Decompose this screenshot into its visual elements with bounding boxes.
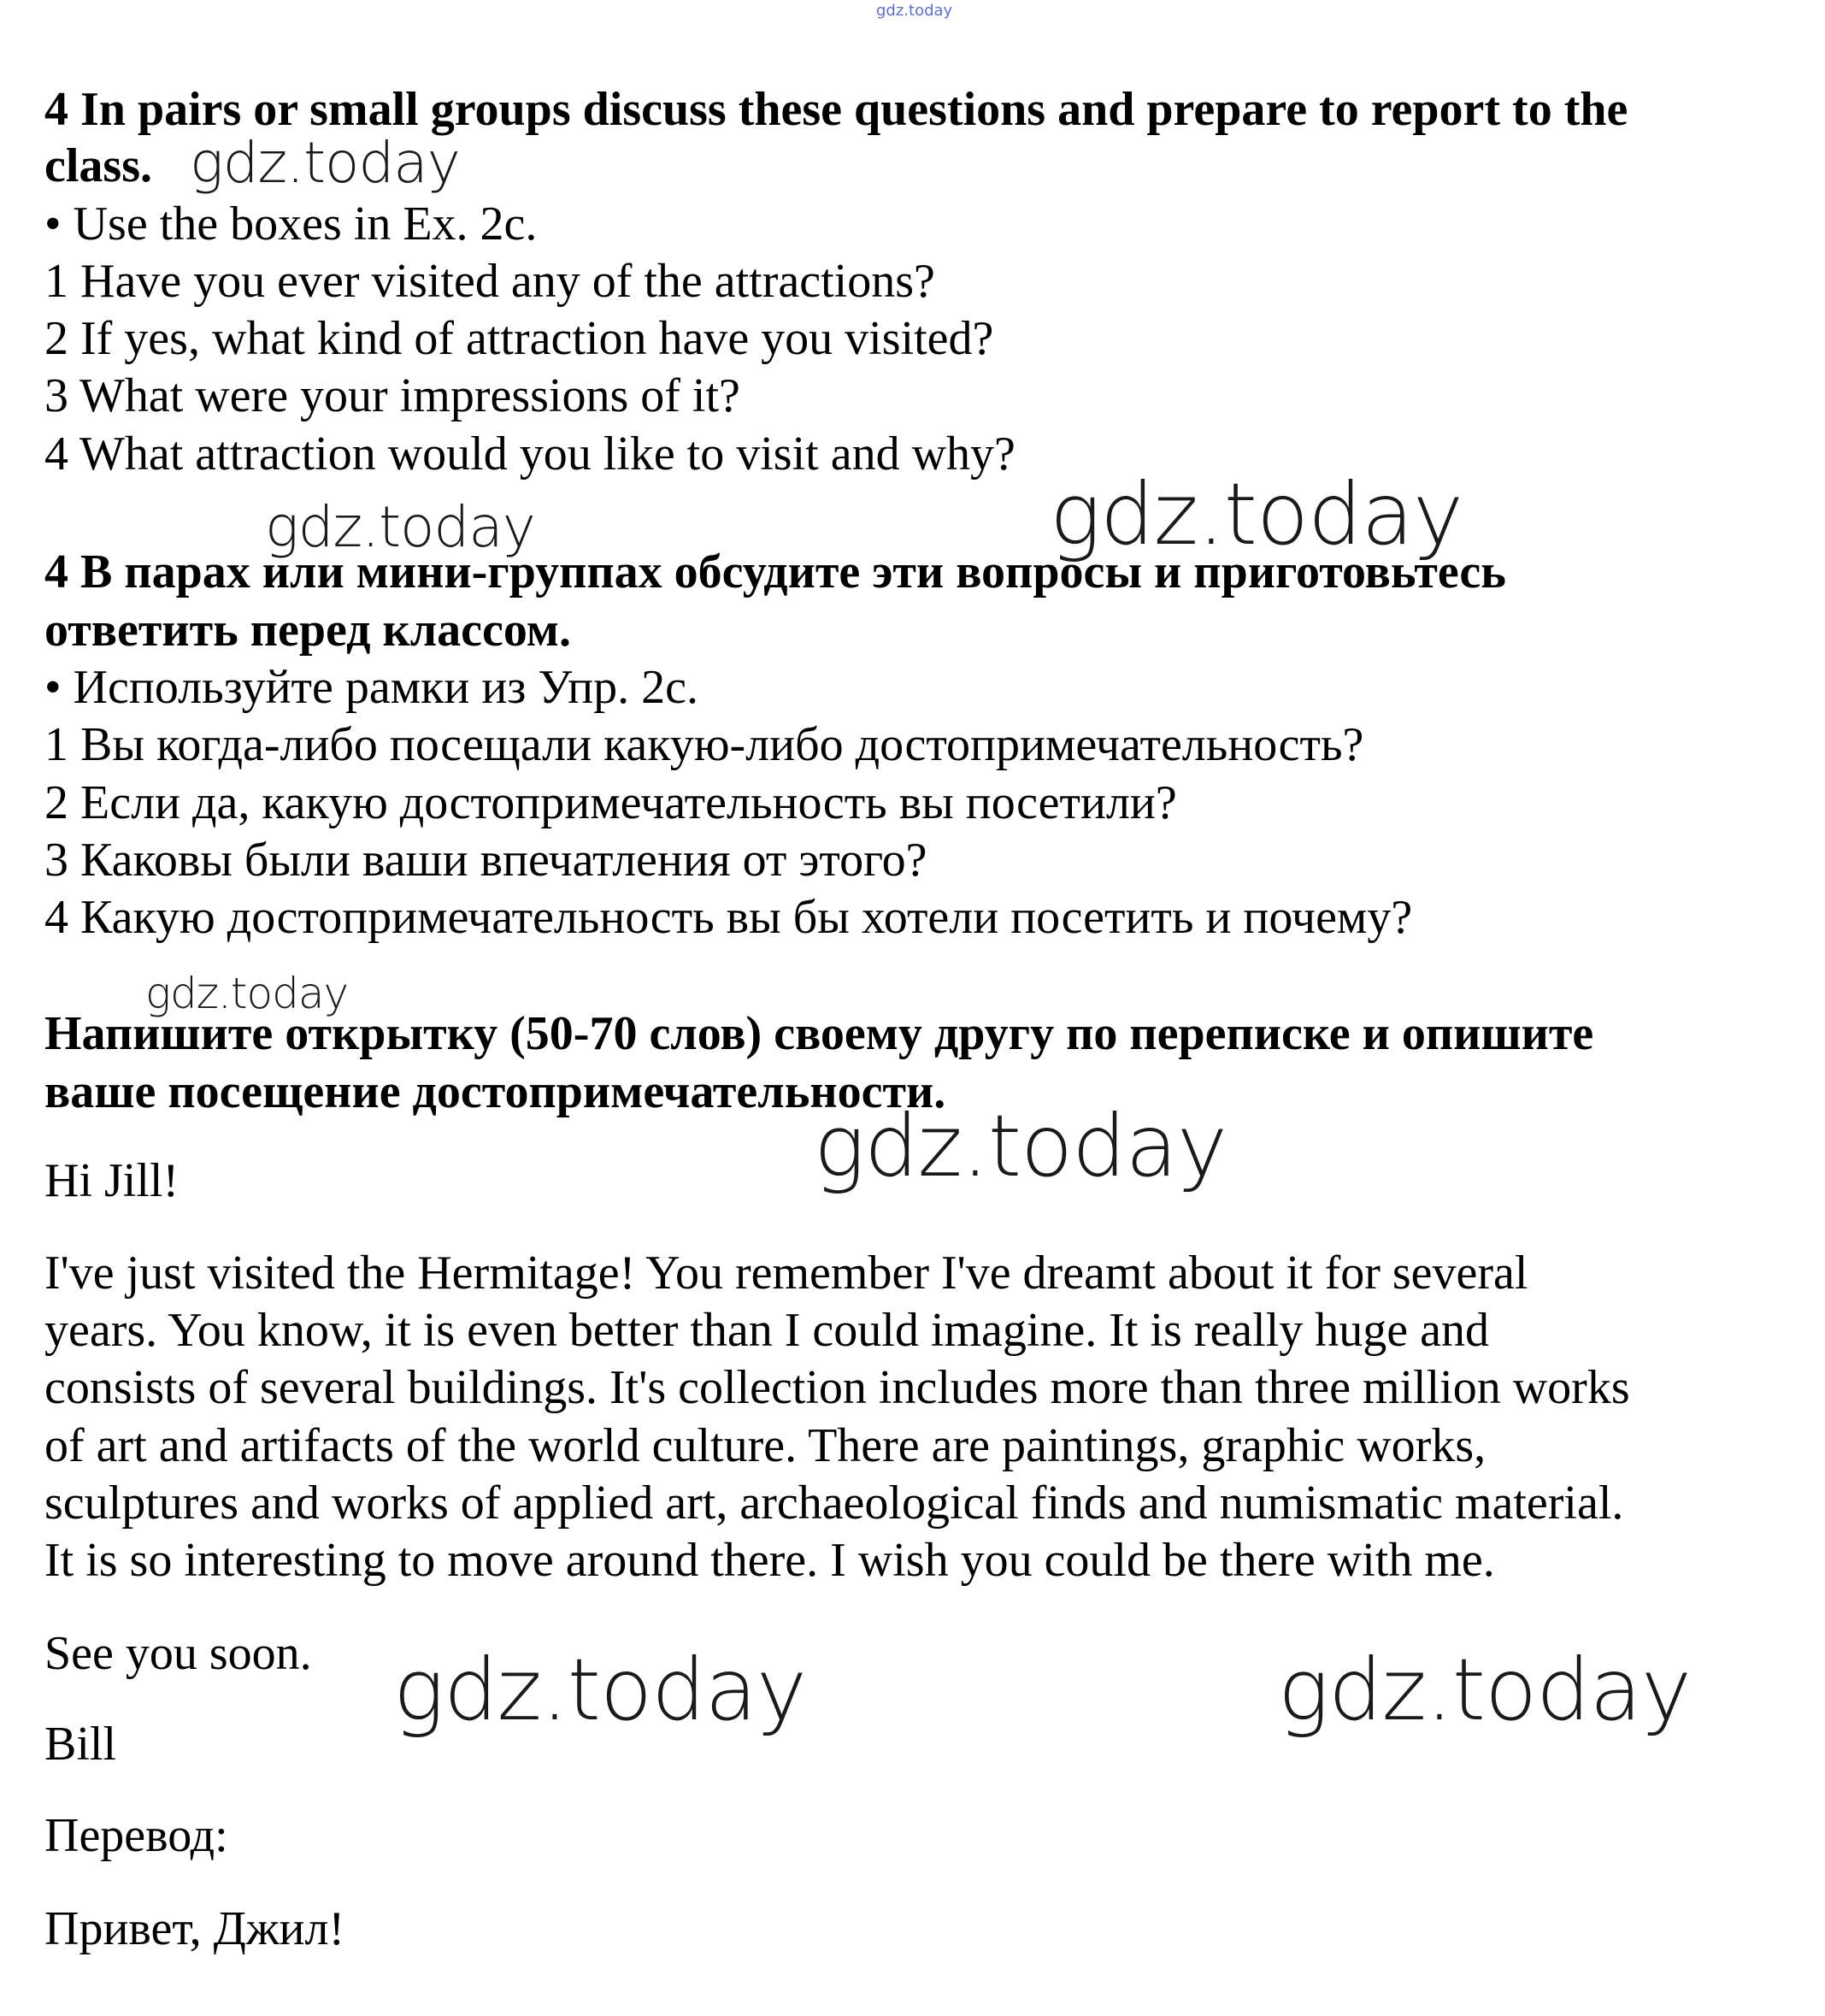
letter-body-line-3: consists of several buildings. It's collection includes more than three million works [44, 1361, 1630, 1414]
letter-body-line-5: sculptures and works of applied art, archaeological finds and numismatic material. [44, 1477, 1624, 1530]
letter-body-line-1: I've just visited the Hermitage! You remember I've dreamt about it for several [44, 1247, 1528, 1300]
letter-body-line-4: of art and artifacts of the world culture. There are paintings, graphic works, [44, 1419, 1486, 1472]
exercise-en-question-2: 2 If yes, what kind of attraction have you visited? [44, 312, 994, 365]
exercise-en-heading-line2: class. [44, 139, 152, 192]
exercise-ru-question-3: 3 Каковы были ваши впечатления от этого? [44, 834, 927, 887]
letter-signature: Bill [44, 1718, 117, 1771]
watermark: gdz.today [145, 969, 349, 1018]
watermark: gdz.today [1050, 464, 1463, 564]
exercise-en-question-4: 4 What attraction would you like to visit and why? [44, 427, 1016, 480]
exercise-en-question-1: 1 Have you ever visited any of the attractions? [44, 255, 935, 308]
exercise-ru-question-2: 2 Если да, какую достопримечательность вы посетили? [44, 776, 1177, 829]
task-line2: ваше посещение достопримечательности. [44, 1065, 946, 1118]
translation-greeting: Привет, Джил! [44, 1902, 345, 1955]
translation-label: Перевод: [44, 1809, 228, 1862]
watermark: gdz.today [1278, 1640, 1692, 1740]
task-line1: Напишите открытку (50-70 слов) своему другу по переписке и опишите [44, 1007, 1594, 1060]
exercise-ru-heading-line1: 4 В парах или мини-группах обсудите эти вопросы и приготовьтесь [44, 545, 1506, 598]
watermark-top: gdz.today [876, 2, 953, 20]
watermark: gdz.today [814, 1096, 1227, 1196]
letter-body-line-6: It is so interesting to move around there. I wish you could be there with me. [44, 1534, 1495, 1587]
letter-body-line-2: years. You know, it is even better than I could imagine. It is really huge and [44, 1304, 1489, 1357]
exercise-en-bullet: • Use the boxes in Ex. 2c. [44, 197, 538, 251]
watermark: gdz.today [190, 130, 460, 196]
exercise-ru-bullet: • Используйте рамки из Упр. 2с. [44, 661, 698, 714]
exercise-ru-heading-line2: ответить перед классом. [44, 604, 571, 657]
exercise-ru-question-4: 4 Какую достопримечательность вы бы хотели посетить и почему? [44, 891, 1413, 944]
watermark: gdz.today [265, 494, 535, 560]
exercise-en-heading-line1: 4 In pairs or small groups discuss these questions and prepare to report to the [44, 83, 1628, 136]
letter-greeting: Hi Jill! [44, 1154, 180, 1207]
exercise-en-question-3: 3 What were your impressions of it? [44, 369, 740, 422]
letter-closing: See you soon. [44, 1627, 312, 1680]
exercise-ru-question-1: 1 Вы когда-либо посещали какую-либо достопримечательность? [44, 718, 1364, 771]
watermark: gdz.today [393, 1640, 807, 1740]
